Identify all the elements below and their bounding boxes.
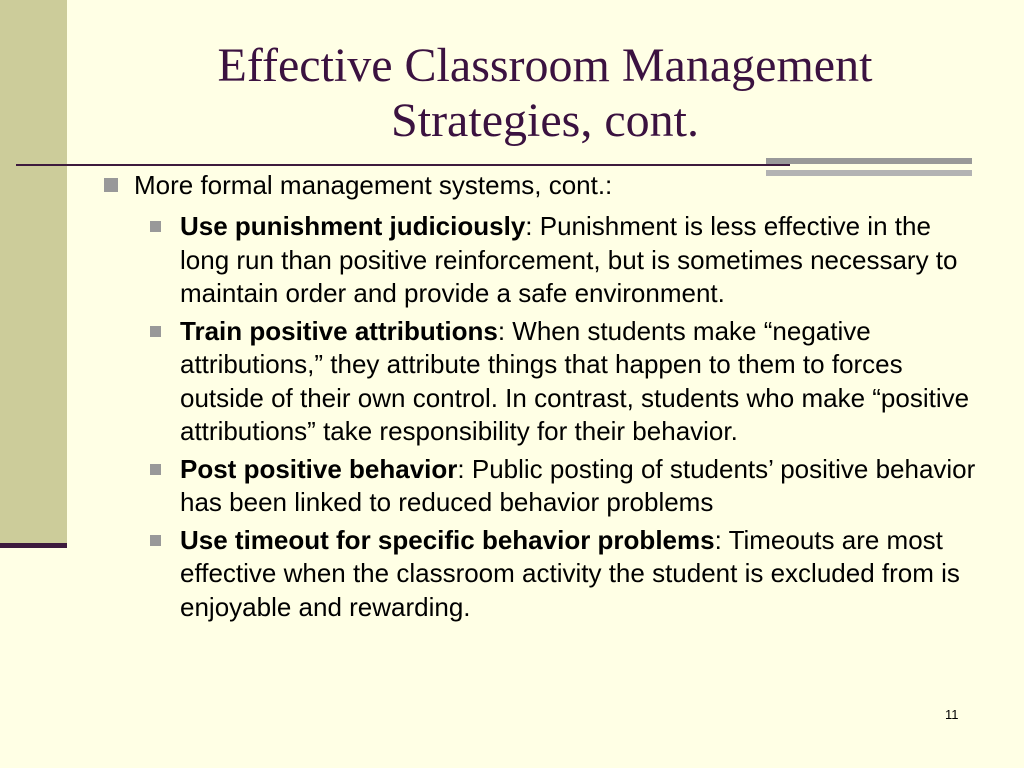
slide-body: [100, 168, 980, 624]
square-bullet-icon: [104, 178, 118, 192]
bullet-item-body: When students make “negative attributions,” they attribute things that happen to them to forces outside of their own control. In contrast, students who make “positive attributions” take responsibility for their behavior.: [180, 315, 970, 446]
bullet-item: [100, 453, 980, 520]
square-bullet-icon: [150, 326, 161, 337]
bullet-item-separator: :: [714, 524, 729, 555]
bullet-item: [100, 524, 980, 625]
slide-title-line-2: Strategies, cont.: [391, 94, 699, 147]
bullet-item-heading: Use punishment judiciously: [180, 211, 526, 241]
title-underline-rule: [16, 164, 790, 166]
decorative-bar-top: [766, 158, 972, 164]
bullet-item: [100, 315, 980, 449]
bullet-level1-text: More formal management systems, cont.:: [134, 170, 613, 200]
bullet-item-heading: Train positive attributions: [180, 315, 498, 346]
square-bullet-icon: [150, 221, 161, 232]
bullet-item-body: Punishment is less effective in the long run than positive reinforcement, but is sometimes necessary to maintain order and provide a safe environment.: [180, 211, 958, 308]
bullet-item: [100, 210, 980, 311]
square-bullet-icon: [150, 535, 161, 546]
bullet-item-heading: Use timeout for specific behavior problems: [180, 524, 715, 555]
slide-title: [100, 38, 990, 148]
slide-title-line-1: Effective Classroom Management: [217, 39, 873, 92]
bullet-item-body: Timeouts are most effective when the classroom activity the student is excluded from is enjoyable and rewarding.: [180, 524, 960, 622]
left-accent-rule: [0, 543, 67, 548]
bullet-item-heading: Post positive behavior: [180, 453, 458, 484]
bullet-item-separator: :: [457, 453, 472, 484]
left-decorative-band: [0, 0, 67, 543]
bullet-level1: [100, 168, 980, 202]
page-number: 11: [945, 707, 959, 722]
bullet-item-separator: :: [497, 315, 513, 346]
square-bullet-icon: [150, 464, 161, 475]
bullet-item-body: Public posting of students’ positive behavior has been linked to reduced behavior problems: [180, 453, 976, 517]
bullet-item-separator: :: [525, 211, 540, 241]
